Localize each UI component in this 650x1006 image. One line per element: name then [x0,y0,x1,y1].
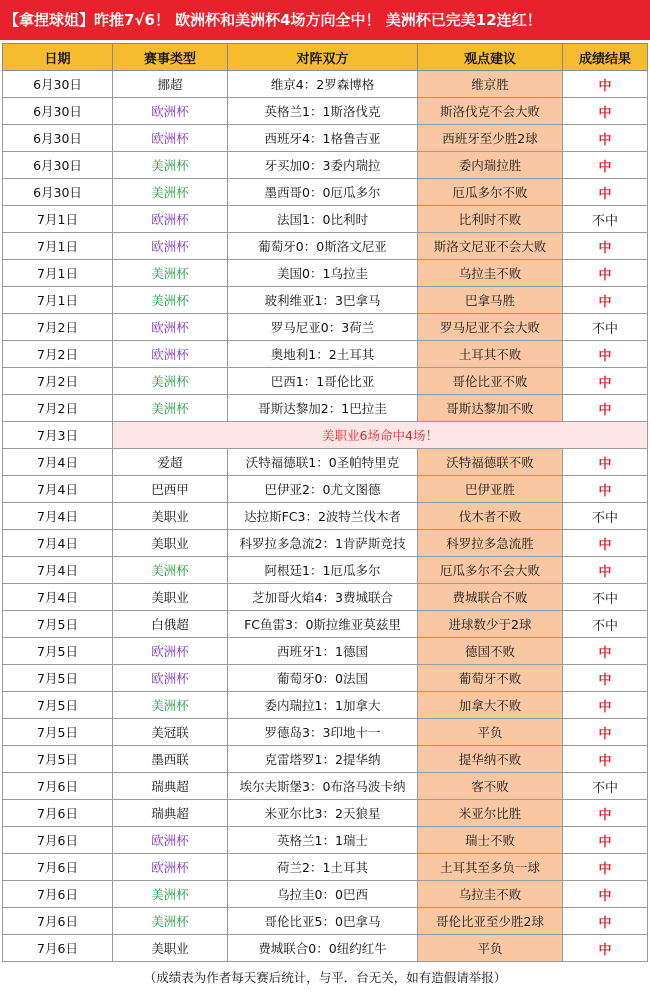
table-row [3,233,648,260]
league-cell: 美洲杯 [113,692,228,719]
note-cell: 美职业6场命中4场！ [113,422,648,449]
table-row [3,530,648,557]
league-cell: 欧洲杯 [113,98,228,125]
date-cell: 7月5日 [3,719,113,746]
league-cell: 欧洲杯 [113,827,228,854]
result-cell: 中 [563,935,648,962]
table-row [3,935,648,962]
league-cell: 欧洲杯 [113,206,228,233]
table-row [3,368,648,395]
result-cell: 中 [563,854,648,881]
league-cell: 欧洲杯 [113,665,228,692]
advice-cell: 厄瓜多尔不会大败 [418,557,563,584]
match-cell: 委内瑞拉1：1加拿大 [228,692,418,719]
league-cell: 瑞典超 [113,800,228,827]
match-cell: 法国1：0比利时 [228,206,418,233]
table-row [3,719,648,746]
match-cell: 科罗拉多急流2：1肯萨斯竞技 [228,530,418,557]
date-cell: 7月1日 [3,260,113,287]
result-cell: 中 [563,881,648,908]
match-cell: 乌拉圭0：0巴西 [228,881,418,908]
league-cell: 美职业 [113,530,228,557]
advice-cell: 哥斯达黎加不败 [418,395,563,422]
result-cell: 中 [563,665,648,692]
league-cell: 美洲杯 [113,260,228,287]
advice-cell: 土耳其不败 [418,341,563,368]
date-cell: 7月4日 [3,530,113,557]
advice-cell: 平负 [418,719,563,746]
result-cell: 中 [563,125,648,152]
result-cell: 不中 [563,773,648,800]
result-cell: 中 [563,179,648,206]
table-row [3,773,648,800]
date-cell: 7月6日 [3,935,113,962]
advice-cell: 加拿大不败 [418,692,563,719]
match-cell: 达拉斯FC3：2波特兰伐木者 [228,503,418,530]
footer-note: （成绩表为作者每天赛后统计，与平．台无关，如有造假请举报） [143,970,507,985]
advice-cell: 费城联合不败 [418,584,563,611]
match-cell: 巴西1：1哥伦比亚 [228,368,418,395]
advice-cell: 瑞士不败 [418,827,563,854]
table-row [3,503,648,530]
column-header-advice: 观点建议 [418,44,563,71]
column-header-match: 对阵双方 [228,44,418,71]
advice-cell: 米亚尔比胜 [418,800,563,827]
result-cell: 中 [563,692,648,719]
result-cell: 不中 [563,584,648,611]
advice-cell: 葡萄牙不败 [418,665,563,692]
match-cell: 费城联合0：0纽约红牛 [228,935,418,962]
table-row [3,476,648,503]
league-cell: 美洲杯 [113,395,228,422]
table-row [3,827,648,854]
date-cell: 7月2日 [3,368,113,395]
match-cell: 英格兰1：1瑞士 [228,827,418,854]
result-cell: 不中 [563,206,648,233]
advice-cell: 提华纳不败 [418,746,563,773]
date-cell: 7月6日 [3,773,113,800]
match-cell: 西班牙1：1德国 [228,638,418,665]
table-row [3,881,648,908]
result-cell: 中 [563,719,648,746]
league-cell: 美职业 [113,935,228,962]
match-cell: 奥地利1：2土耳其 [228,341,418,368]
table-row [3,206,648,233]
advice-cell: 客不败 [418,773,563,800]
league-cell: 墨西联 [113,746,228,773]
date-cell: 7月1日 [3,206,113,233]
table-row [3,557,648,584]
match-cell: 沃特福德联1：0圣帕特里克 [228,449,418,476]
advice-cell: 进球数少于2球 [418,611,563,638]
result-cell: 中 [563,152,648,179]
advice-cell: 罗马尼亚不会大败 [418,314,563,341]
result-cell: 中 [563,800,648,827]
date-cell: 7月4日 [3,476,113,503]
league-cell: 美洲杯 [113,179,228,206]
result-cell: 中 [563,827,648,854]
column-header-date: 日期 [3,44,113,71]
advice-cell: 科罗拉多急流胜 [418,530,563,557]
date-cell: 7月4日 [3,449,113,476]
table-row [3,692,648,719]
date-cell: 6月30日 [3,71,113,98]
column-header-league: 赛事类型 [113,44,228,71]
league-cell: 美洲杯 [113,557,228,584]
date-cell: 7月1日 [3,233,113,260]
match-cell: 哥伦比亚5：0巴拿马 [228,908,418,935]
date-cell: 7月2日 [3,341,113,368]
date-cell: 7月4日 [3,584,113,611]
result-cell: 中 [563,530,648,557]
table-row [3,665,648,692]
match-cell: 西班牙4：1格鲁吉亚 [228,125,418,152]
result-cell: 中 [563,368,648,395]
match-cell: 墨西哥0：0厄瓜多尔 [228,179,418,206]
date-cell: 7月6日 [3,881,113,908]
league-cell: 白俄超 [113,611,228,638]
date-cell: 7月4日 [3,557,113,584]
result-cell: 中 [563,98,648,125]
match-cell: 阿根廷1：1厄瓜多尔 [228,557,418,584]
table-row [3,908,648,935]
table-body [3,71,648,962]
advice-cell: 比利时不败 [418,206,563,233]
result-cell: 中 [563,260,648,287]
table-row [3,152,648,179]
result-cell: 不中 [563,314,648,341]
advice-cell: 哥伦比亚不败 [418,368,563,395]
date-cell: 7月6日 [3,854,113,881]
advice-cell: 伐木者不败 [418,503,563,530]
table-row [3,314,648,341]
league-cell: 美洲杯 [113,881,228,908]
advice-cell: 西班牙至少胜2球 [418,125,563,152]
results-table [2,43,648,962]
result-cell: 中 [563,341,648,368]
match-cell: 米亚尔比3：2天狼星 [228,800,418,827]
table-row [3,287,648,314]
league-cell: 美职业 [113,584,228,611]
advice-cell: 德国不败 [418,638,563,665]
result-cell: 中 [563,476,648,503]
result-cell: 中 [563,638,648,665]
league-cell: 爱超 [113,449,228,476]
league-cell: 美洲杯 [113,368,228,395]
result-cell: 中 [563,557,648,584]
league-cell: 欧洲杯 [113,233,228,260]
table-row [3,98,648,125]
match-cell: 哥斯达黎加2：1巴拉圭 [228,395,418,422]
advice-cell: 哥伦比亚至少胜2球 [418,908,563,935]
table-row [3,449,648,476]
date-cell: 7月2日 [3,314,113,341]
result-cell: 中 [563,395,648,422]
advice-cell: 斯洛文尼亚不会大败 [418,233,563,260]
table-row [3,341,648,368]
match-cell: 玻利维亚1：3巴拿马 [228,287,418,314]
match-cell: 美国0：1乌拉圭 [228,260,418,287]
match-cell: 葡萄牙0：0法国 [228,665,418,692]
advice-cell: 沃特福德联不败 [418,449,563,476]
date-cell: 7月6日 [3,800,113,827]
table-header-row [3,44,648,71]
table-row [3,422,648,449]
advice-cell: 乌拉圭不败 [418,260,563,287]
result-cell: 中 [563,233,648,260]
league-cell: 美洲杯 [113,152,228,179]
date-cell: 7月5日 [3,746,113,773]
match-cell: 荷兰2：1土耳其 [228,854,418,881]
date-cell: 7月1日 [3,287,113,314]
advice-cell: 巴拿马胜 [418,287,563,314]
table-row [3,125,648,152]
table-row [3,179,648,206]
league-cell: 欧洲杯 [113,314,228,341]
result-cell: 不中 [563,611,648,638]
league-cell: 欧洲杯 [113,341,228,368]
league-cell: 挪超 [113,71,228,98]
table-row [3,854,648,881]
result-cell: 中 [563,449,648,476]
result-cell: 中 [563,287,648,314]
table-row [3,584,648,611]
date-cell: 6月30日 [3,125,113,152]
date-cell: 7月4日 [3,503,113,530]
date-cell: 6月30日 [3,152,113,179]
date-cell: 7月6日 [3,827,113,854]
league-cell: 巴西甲 [113,476,228,503]
advice-cell: 委内瑞拉胜 [418,152,563,179]
league-cell: 欧洲杯 [113,854,228,881]
date-cell: 7月3日 [3,422,113,449]
date-cell: 7月5日 [3,638,113,665]
table-row [3,611,648,638]
date-cell: 6月30日 [3,179,113,206]
advice-cell: 斯洛伐克不会大败 [418,98,563,125]
league-cell: 欧洲杯 [113,638,228,665]
match-cell: 芝加哥火焰4：3费城联合 [228,584,418,611]
league-cell: 欧洲杯 [113,125,228,152]
result-cell: 中 [563,908,648,935]
date-cell: 7月5日 [3,665,113,692]
table-row [3,800,648,827]
league-cell: 美冠联 [113,719,228,746]
date-cell: 7月5日 [3,611,113,638]
advice-cell: 平负 [418,935,563,962]
match-cell: 葡萄牙0：0斯洛文尼亚 [228,233,418,260]
advice-cell: 维京胜 [418,71,563,98]
match-cell: 英格兰1：1斯洛伐克 [228,98,418,125]
league-cell: 瑞典超 [113,773,228,800]
result-cell: 不中 [563,503,648,530]
match-cell: 牙买加0：3委内瑞拉 [228,152,418,179]
match-cell: 维京4：2罗森博格 [228,71,418,98]
date-cell: 7月6日 [3,908,113,935]
match-cell: 埃尔夫斯堡3：0布洛马波卡纳 [228,773,418,800]
league-cell: 美职业 [113,503,228,530]
match-cell: FC鱼雷3：0斯拉维亚莫兹里 [228,611,418,638]
table-row [3,746,648,773]
date-cell: 7月5日 [3,692,113,719]
table-row [3,395,648,422]
match-cell: 罗德岛3：3印地十一 [228,719,418,746]
advice-cell: 乌拉圭不败 [418,881,563,908]
advice-cell: 厄瓜多尔不败 [418,179,563,206]
league-cell: 美洲杯 [113,287,228,314]
advice-cell: 土耳其至多负一球 [418,854,563,881]
date-cell: 6月30日 [3,98,113,125]
table-row [3,260,648,287]
result-cell: 中 [563,746,648,773]
result-cell: 中 [563,71,648,98]
page-title: 【拿捏球姐】昨推7√6！ 欧洲杯和美洲杯4场方向全中！ 美洲杯已完美12连红！ [0,0,650,40]
date-cell: 7月2日 [3,395,113,422]
advice-cell: 巴伊亚胜 [418,476,563,503]
table-row [3,71,648,98]
match-cell: 巴伊亚2：0尤文图德 [228,476,418,503]
table-row [3,638,648,665]
match-cell: 克雷塔罗1：2提华纳 [228,746,418,773]
column-header-result: 成绩结果 [563,44,648,71]
match-cell: 罗马尼亚0：3荷兰 [228,314,418,341]
league-cell: 美洲杯 [113,908,228,935]
